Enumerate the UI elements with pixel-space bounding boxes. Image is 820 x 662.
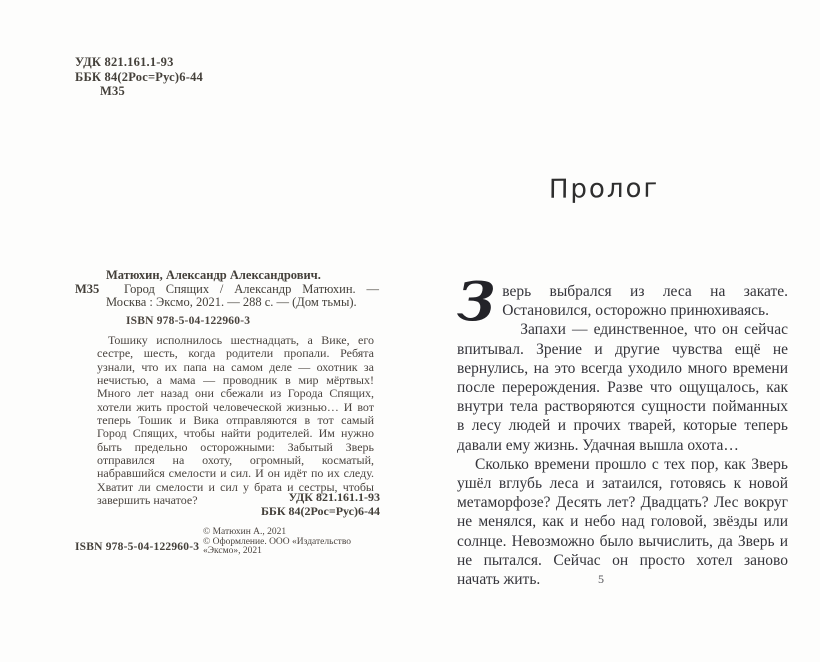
bibliographic-description: Город Спящих / Александр Матюхин. — Москва : Эксмо, 2021. — 288 с. — (Дом тьмы).	[106, 281, 379, 310]
udk-bbk-top-block	[75, 55, 203, 99]
paragraph: Сколько времени прошло с тех пор, как Зверь ушёл вглубь леса и затаился, готовясь к новой метаморфозе? Десять лет? Двадцать? Лес вокруг не менялся, как и небо над головой, звёзды или солнце. Невозможно было вычислить, да Зверь и не пытался. Сейчас он просто хотел заново начать жить.	[457, 455, 788, 589]
chapter-heading: Пролог	[548, 173, 660, 205]
bibliographic-author: Матюхин, Александр Александрович.	[106, 268, 321, 282]
copyright-author: © Матюхин А., 2021	[203, 527, 287, 537]
copyright-block	[203, 528, 379, 557]
paragraph	[457, 271, 788, 333]
copyright-publisher: © Оформление. ООО «Издательство «Эксмо», 2021	[203, 536, 352, 557]
book-annotation: Тошику исполнилось шестнадцать, а Вике, его сестре, шесть, когда родители пропали. Ребята узнали, что их папа на самом деле — охотник за нечистью, а мама — проводник в мир мёртвых! Много лет назад они сбежали из Города Спящих, хотели жить простой человеческой жизнью… И вот теперь Тошик и Вика отправляются в тот самый Город Спящих, чтобы найти родителей. Им нужно быть предельно осторожными: Забытый Зверь отправился на охоту, огромный, косматый, набравшийся смелости и сил. И он идёт по их следу. Хватит ли смелости и сил у брата и сестры, чтобы завершить начатое?	[97, 333, 374, 508]
author-sign-code: М35	[75, 282, 100, 296]
paragraph: Запахи — единственное, что он сейчас впитывал. Зрение и другие чувства ещё не вернулись, на это всегда уходило много времени после перерождения. Разве что ощущалось, как внутри тела растворяются сущности пойманных в лесу людей и прочих тварей, которые теперь давали ему жизнь. Удачная вышла охота…	[457, 321, 788, 454]
drop-cap-letter: З	[457, 271, 496, 333]
udk-line: УДК 821.161.1-93	[75, 55, 174, 69]
udk-line: УДК 821.161.1-93	[288, 490, 380, 504]
paragraph-text: верь выбрался из леса на закате. Остановился, осторожно принюхиваясь.	[502, 283, 788, 320]
bibliographic-record	[75, 269, 379, 310]
isbn-number-bottom: ISBN 978-5-04-122960-3	[75, 541, 200, 553]
isbn-number: ISBN 978-5-04-122960-3	[126, 315, 251, 327]
author-sign-code: М35	[100, 84, 125, 98]
bbk-line: ББК 84(2Рос=Рус)6-44	[260, 503, 380, 518]
prologue-body	[457, 271, 788, 589]
udk-bbk-bottom-block	[200, 491, 380, 518]
page-number: 5	[598, 572, 604, 586]
bbk-line: ББК 84(2Рос=Рус)6-44	[75, 69, 203, 84]
